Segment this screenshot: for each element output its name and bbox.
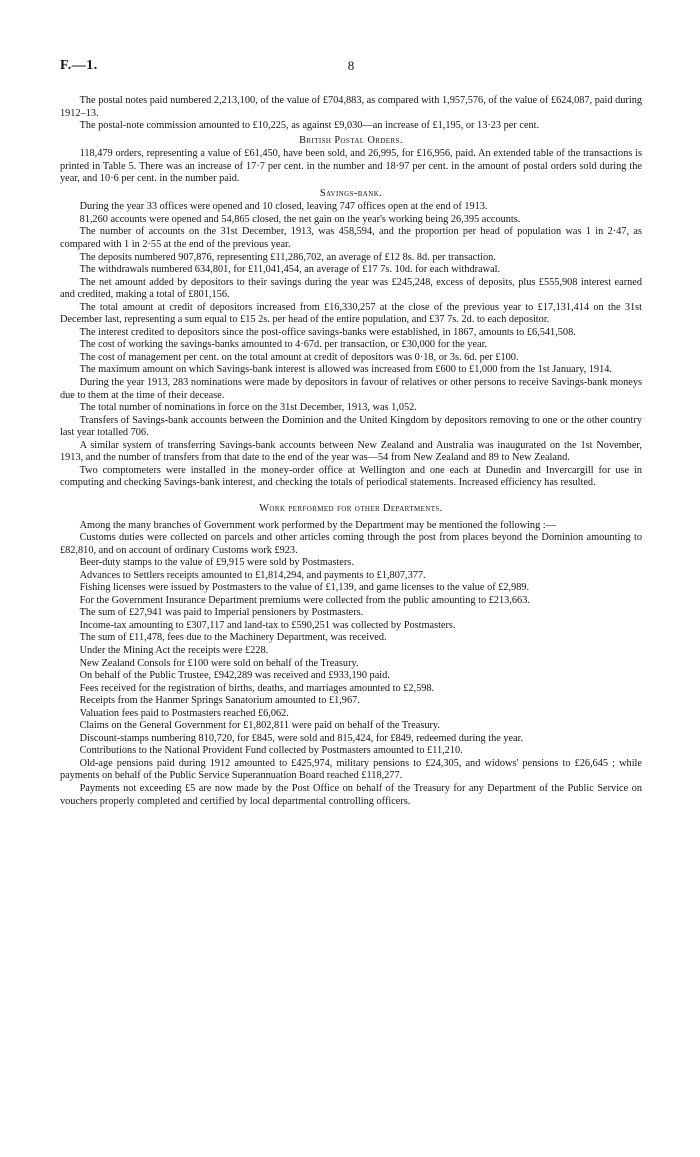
paragraph: Old-age pensions paid during 1912 amounted to £425,974, military pensions to £24,305, and widows' pensions to £26,645 ; while payments on behalf of the Public Service Superannuation Board reached £118,277. (60, 757, 642, 782)
paragraph: The cost of working the savings-banks amounted to 4·67d. per transaction, or £30,000 for the year. (79, 339, 488, 351)
paragraph: Valuation fees paid to Postmasters reached £6,062. (79, 707, 289, 719)
paragraph: 81,260 accounts were opened and 54,865 closed, the net gain on the year's working being 26,395 accounts. (79, 213, 521, 225)
paragraph: On behalf of the Public Trustee, £942,289 was received and £933,190 paid. (79, 670, 390, 682)
section (60, 188, 642, 490)
paragraph: The cost of management per cent. on the total amount at credit of depositors was 0·18, or 3s. 6d. per £100. (79, 351, 519, 363)
paragraph: The postal notes paid numbered 2,213,100, of the value of £704,883, as compared with 1,957,576, of the value of £624,087, paid during 1912–13. (60, 95, 642, 119)
paragraph: Payments not exceeding £5 are now made by the Post Office on behalf of the Treasury for any Department of the Public Service on vouchers properly completed and certified by local departmental controlling officers. (60, 782, 642, 807)
paragraph: The total amount at credit of depositors increased from £16,330,257 at the close of the previous year to £17,131,414 on the 31st December last, representing a sum equal to £15 2s. per head of the entire population, and £37 7s. 2d. to each depositor. (60, 301, 642, 326)
paragraph: For the Government Insurance Department premiums were collected from the public amounting to £213,663. (79, 594, 530, 606)
paragraph: Income-tax amounting to £307,117 and land-tax to £590,251 was collected by Postmasters. (79, 619, 456, 631)
document-body (60, 95, 642, 808)
section-heading: British Postal Orders. (299, 134, 403, 146)
paragraph: Transfers of Savings-bank accounts between the Dominion and the United Kingdom by depositors removing to one or the other country last year totalled 706. (60, 414, 642, 439)
paragraph: During the year 1913, 283 nominations were made by depositors in favour of relatives or other persons to receive Savings-bank moneys due to them at the time of their decease. (60, 377, 642, 401)
paper-reference: F.—1. (60, 58, 98, 73)
paragraph: The total number of nominations in force on the 31st December, 1913, was 1,052. (79, 402, 417, 414)
paragraph: Advances to Settlers receipts amounted to £1,814,294, and payments to £1,807,377. (79, 569, 426, 581)
section-heading: Work performed for other Departments. (259, 502, 443, 514)
paragraph: Receipts from the Hanmer Springs Sanatorium amounted to £1,967. (79, 695, 360, 707)
paragraph: Contributions to the National Provident Fund collected by Postmasters amounted to £11,210. (79, 745, 463, 757)
paragraph: The withdrawals numbered 634,801, for £11,041,454, an average of £17 7s. 10d. for each withdrawal. (79, 264, 501, 276)
paragraph: Claims on the General Government for £1,802,811 were paid on behalf of the Treasury. (79, 720, 440, 732)
paragraph: The deposits numbered 907,876, representing £11,286,702, an average of £12 8s. 8d. per transaction. (79, 251, 496, 263)
paragraph: Customs duties were collected on parcels and other articles coming through the post from places beyond the Dominion amounting to £82,810, and on account of ordinary Customs work £923. (60, 532, 642, 556)
paragraph: Fishing licenses were issued by Postmasters to the value of £1,139, and game licenses to the value of £2,989. (79, 582, 530, 594)
paragraph: Among the many branches of Government work performed by the Department may be mentioned the following :— (79, 519, 556, 531)
section (60, 135, 642, 186)
running-head (60, 60, 642, 76)
paragraph: A similar system of transferring Savings-bank accounts between New Zealand and Australia was inaugurated on the 1st November, 1913, and the number of transfers from that date to the end of the year was—54 from New Zealand and 89 to New Zealand. (60, 439, 642, 464)
paragraph: 118,479 orders, representing a value of £61,450, have been sold, and 26,995, for £16,956, paid. An extended table of the transactions is printed in Table 5. There was an increase of 17·7 per cent. in the number and 18·97 per cent. in the amount of postal orders sold during the year, and 10·6 per cent. in the number paid. (60, 148, 642, 185)
paragraph: During the year 33 offices were opened and 10 closed, leaving 747 offices open at the end of 1913. (79, 201, 488, 213)
paragraph: Discount-stamps numbering 810,720, for £845, were sold and 815,424, for £849, redeemed during the year. (79, 732, 524, 744)
paragraph: Fees received for the registration of births, deaths, and marriages amounted to £2,598. (79, 682, 435, 694)
section (60, 503, 642, 808)
page-number: 8 (347, 58, 355, 73)
paragraph: The sum of £27,941 was paid to Imperial pensioners by Postmasters. (79, 607, 364, 619)
paragraph: The postal-note commission amounted to £10,225, as against £9,030—an increase of £1,195, or 13·23 per cent. (79, 120, 540, 132)
paragraph: The net amount added by depositors to their savings during the year was £245,248, excess of deposits, plus £555,908 interest earned and credited, making a total of £801,156. (60, 276, 642, 301)
paragraph: The sum of £11,478, fees due to the Machinery Department, was received. (79, 632, 387, 644)
paragraph: Under the Mining Act the receipts were £228. (79, 644, 269, 656)
paragraph: Two comptometers were installed in the money-order office at Wellington and one each at Dunedin and Invercargill for use in computing and checking Savings-bank interest, and checking the totals of periodical statements. Increased efficiency has resulted. (60, 464, 642, 489)
paragraph: The interest credited to depositors since the post-office savings-banks were established, in 1867, amounts to £6,541,508. (79, 326, 576, 338)
section (60, 95, 642, 133)
paragraph: The maximum amount on which Savings-bank interest is allowed was increased from £600 to £1,000 from the 1st January, 1914. (79, 364, 612, 376)
paragraph: Beer-duty stamps to the value of £9,915 were sold by Postmasters. (79, 557, 354, 569)
paragraph: The number of accounts on the 31st December, 1913, was 458,594, and the proportion per head of population was 1 in 2·47, as compared with 1 in 2·55 at the end of the previous year. (60, 226, 642, 251)
paragraph: New Zealand Consols for £100 were sold on behalf of the Treasury. (79, 657, 359, 669)
section-heading: Savings-bank. (319, 187, 383, 199)
